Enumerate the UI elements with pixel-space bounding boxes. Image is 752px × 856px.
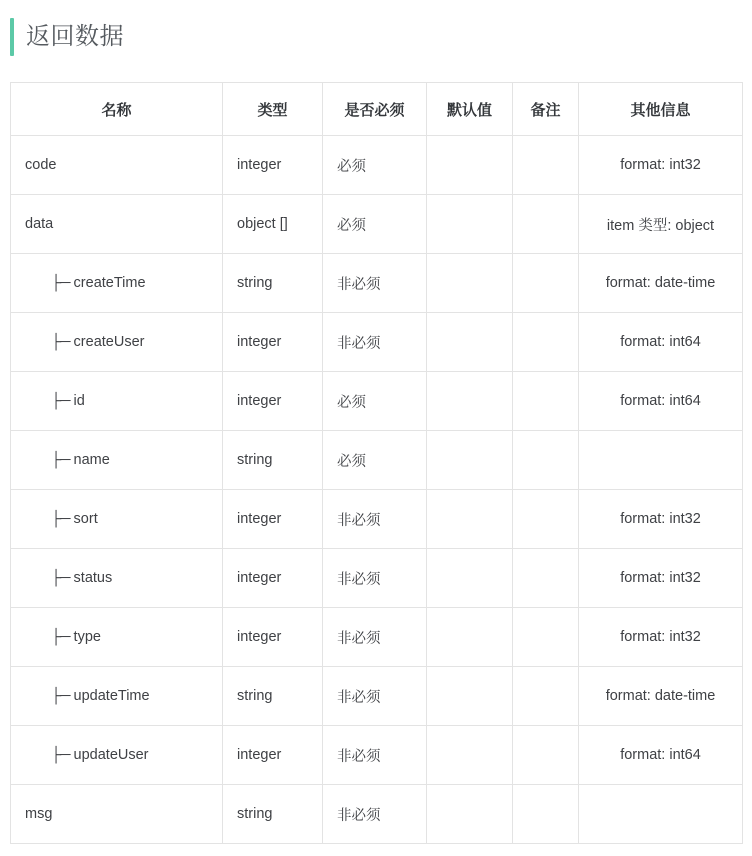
field-name-label: updateUser	[73, 747, 149, 763]
cell-field-default	[427, 726, 513, 785]
cell-field-name	[11, 608, 223, 667]
cell-field-required: 必须	[323, 431, 427, 490]
table-row	[11, 136, 743, 195]
cell-field-other-info	[579, 785, 743, 844]
table-row	[11, 726, 743, 785]
table-row	[11, 431, 743, 490]
cell-field-name	[11, 726, 223, 785]
cell-field-required: 必须	[323, 195, 427, 254]
tree-branch-icon: ├─	[51, 511, 70, 527]
table-row	[11, 254, 743, 313]
field-indent	[25, 511, 98, 527]
field-indent	[25, 393, 85, 409]
field-indent	[25, 275, 146, 291]
cell-field-name	[11, 549, 223, 608]
page-root	[0, 14, 752, 856]
cell-field-remark	[513, 313, 579, 372]
table-row	[11, 667, 743, 726]
field-indent	[25, 334, 144, 350]
cell-field-remark	[513, 254, 579, 313]
cell-field-other-info: format: int32	[579, 549, 743, 608]
table-row	[11, 608, 743, 667]
field-name-label: id	[73, 393, 85, 409]
table-body	[11, 136, 743, 844]
table-header-row	[11, 83, 743, 136]
field-indent	[25, 570, 112, 586]
table-row	[11, 549, 743, 608]
column-header-remark: 备注	[513, 83, 579, 136]
cell-field-type: integer	[223, 136, 323, 195]
column-header-type: 类型	[223, 83, 323, 136]
cell-field-remark	[513, 431, 579, 490]
cell-field-other-info: format: int64	[579, 372, 743, 431]
cell-field-other-info: format: int64	[579, 313, 743, 372]
cell-field-name	[11, 195, 223, 254]
cell-field-name	[11, 372, 223, 431]
cell-field-remark	[513, 136, 579, 195]
cell-field-type: integer	[223, 313, 323, 372]
cell-field-required: 必须	[323, 136, 427, 195]
cell-field-remark	[513, 785, 579, 844]
cell-field-required: 非必须	[323, 313, 427, 372]
field-name-label: code	[25, 157, 57, 173]
cell-field-remark	[513, 726, 579, 785]
cell-field-default	[427, 608, 513, 667]
table-row	[11, 372, 743, 431]
schema-table-wrapper	[10, 82, 742, 844]
cell-field-required: 非必须	[323, 490, 427, 549]
cell-field-other-info: format: int32	[579, 608, 743, 667]
cell-field-remark	[513, 490, 579, 549]
cell-field-default	[427, 195, 513, 254]
cell-field-other-info: format: date-time	[579, 254, 743, 313]
cell-field-default	[427, 136, 513, 195]
tree-branch-icon: ├─	[51, 570, 70, 586]
cell-field-required: 非必须	[323, 785, 427, 844]
table-row	[11, 313, 743, 372]
table-row	[11, 490, 743, 549]
field-name-label: type	[73, 629, 101, 645]
cell-field-default	[427, 313, 513, 372]
cell-field-required: 非必须	[323, 608, 427, 667]
section-header	[10, 14, 752, 60]
field-indent	[25, 629, 101, 645]
tree-branch-icon: ├─	[51, 334, 70, 350]
cell-field-name	[11, 254, 223, 313]
field-name-label: status	[73, 570, 113, 586]
cell-field-default	[427, 667, 513, 726]
cell-field-type: string	[223, 785, 323, 844]
cell-field-required: 必须	[323, 372, 427, 431]
cell-field-name	[11, 490, 223, 549]
cell-field-remark	[513, 372, 579, 431]
cell-field-type: integer	[223, 726, 323, 785]
response-schema-table	[10, 82, 743, 844]
column-header-other: 其他信息	[579, 83, 743, 136]
tree-branch-icon: ├─	[51, 275, 70, 291]
cell-field-type: integer	[223, 490, 323, 549]
cell-field-other-info	[579, 431, 743, 490]
field-name-label: createUser	[73, 334, 145, 350]
cell-field-type: integer	[223, 549, 323, 608]
cell-field-name	[11, 785, 223, 844]
cell-field-type: string	[223, 254, 323, 313]
cell-field-other-info: format: int32	[579, 490, 743, 549]
cell-field-type: object []	[223, 195, 323, 254]
cell-field-required: 非必须	[323, 254, 427, 313]
cell-field-required: 非必须	[323, 549, 427, 608]
field-name-label: createTime	[73, 275, 146, 291]
cell-field-other-info: item 类型: object	[579, 195, 743, 254]
cell-field-name	[11, 313, 223, 372]
tree-branch-icon: ├─	[51, 452, 70, 468]
cell-field-remark	[513, 195, 579, 254]
table-header	[11, 83, 743, 136]
field-indent	[25, 747, 149, 763]
accent-bar-icon	[10, 18, 14, 56]
cell-field-type: string	[223, 667, 323, 726]
cell-field-default	[427, 431, 513, 490]
tree-branch-icon: ├─	[51, 629, 70, 645]
cell-field-default	[427, 549, 513, 608]
table-row	[11, 785, 743, 844]
field-name-label: sort	[73, 511, 98, 527]
cell-field-required: 非必须	[323, 667, 427, 726]
field-indent	[25, 452, 110, 468]
cell-field-type: string	[223, 431, 323, 490]
cell-field-default	[427, 254, 513, 313]
cell-field-name	[11, 667, 223, 726]
page-title: 返回数据	[26, 23, 124, 50]
tree-branch-icon: ├─	[51, 747, 70, 763]
tree-branch-icon: ├─	[51, 688, 70, 704]
cell-field-remark	[513, 667, 579, 726]
cell-field-name	[11, 431, 223, 490]
column-header-name: 名称	[11, 83, 223, 136]
column-header-default: 默认值	[427, 83, 513, 136]
column-header-required: 是否必须	[323, 83, 427, 136]
cell-field-name	[11, 136, 223, 195]
field-name-label: name	[73, 452, 110, 468]
cell-field-other-info: format: int64	[579, 726, 743, 785]
cell-field-default	[427, 372, 513, 431]
cell-field-other-info: format: int32	[579, 136, 743, 195]
field-name-label: msg	[25, 806, 53, 822]
cell-field-default	[427, 785, 513, 844]
cell-field-type: integer	[223, 372, 323, 431]
field-name-label: data	[25, 216, 54, 232]
field-name-label: updateTime	[73, 688, 150, 704]
field-indent	[25, 688, 150, 704]
cell-field-type: integer	[223, 608, 323, 667]
cell-field-other-info: format: date-time	[579, 667, 743, 726]
cell-field-default	[427, 490, 513, 549]
tree-branch-icon: ├─	[51, 393, 70, 409]
cell-field-remark	[513, 549, 579, 608]
table-row	[11, 195, 743, 254]
cell-field-required: 非必须	[323, 726, 427, 785]
cell-field-remark	[513, 608, 579, 667]
